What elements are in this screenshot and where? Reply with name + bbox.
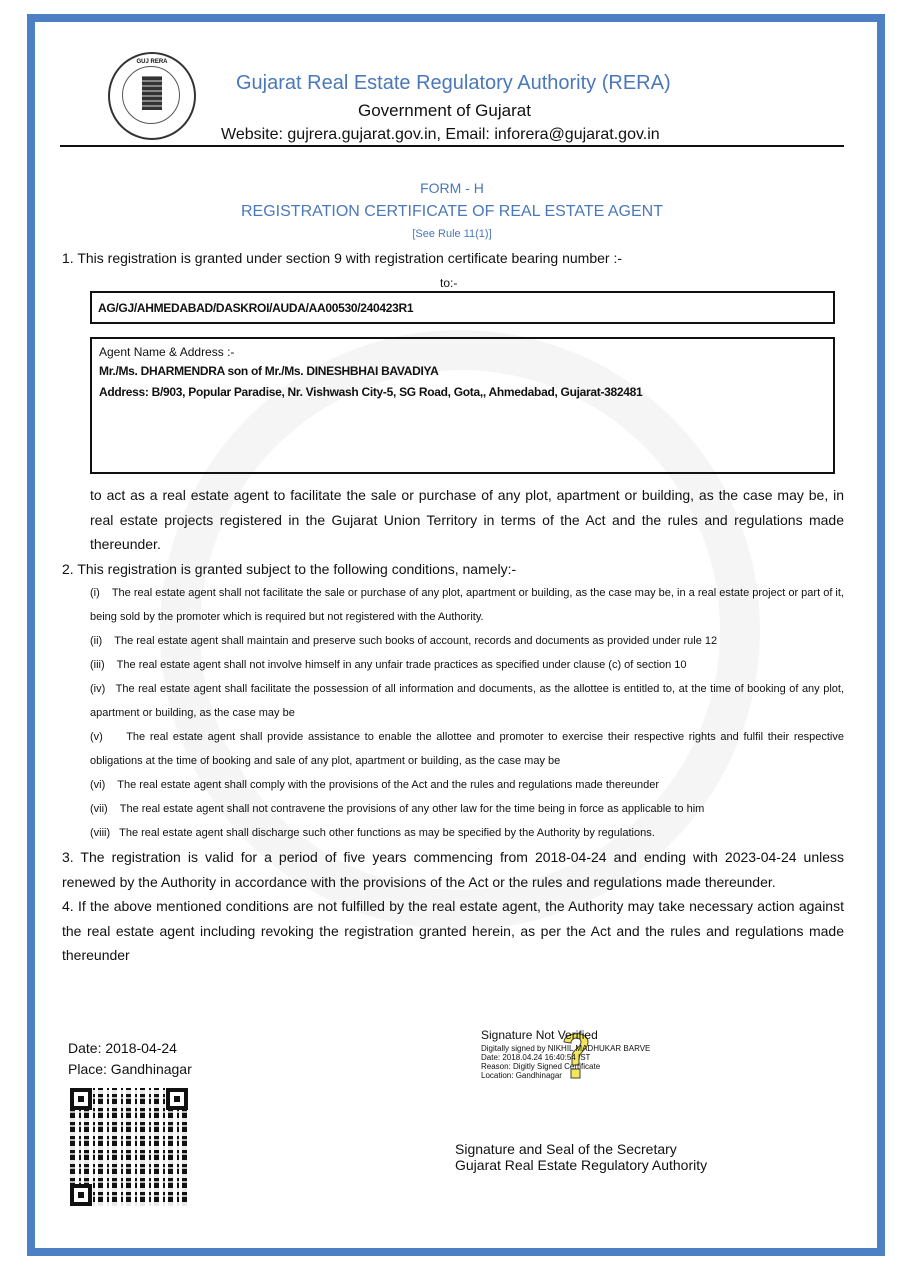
to-label: to:-: [440, 276, 458, 290]
signature-reason: Reason: Digitly Signed Certificate: [481, 1062, 601, 1071]
agent-address: Address: B/903, Popular Paradise, Nr. Vishwash City-5, SG Road, Gota,, Ahmedabad, Gujarat-382481: [99, 385, 643, 399]
signature-status: Signature Not Verified: [481, 1028, 598, 1042]
condition-item: (iv) The real estate agent shall facilitate the possession of all information and documents, as the allottee is entitled to, at the time of booking of any plot, apartment or building, as the case may be: [90, 683, 848, 719]
purpose-text: to act as a real estate agent to facilitate the sale or purchase of any plot, apartment or building, as the case may be, in real estate projects registered in the Gujarat Union Territory in terms of the Act and the rules and regulations made thereunder.: [90, 487, 844, 552]
seal-block: [455, 1141, 707, 1173]
signed-by: Digitally signed by NIKHIL MADHUKAR BARVE: [481, 1044, 651, 1053]
registration-number-box: [90, 291, 835, 324]
rera-logo: [108, 52, 196, 140]
issue-place: Place: Gandhinagar: [68, 1061, 192, 1077]
signature-location: Location: Gandhinagar: [481, 1071, 562, 1080]
digital-signature: [481, 1028, 650, 1080]
seal-line-1: Signature and Seal of the Secretary: [455, 1141, 677, 1157]
condition-item: (vii) The real estate agent shall not contravene the provisions of any other law for the time being in force as applicable to him: [90, 803, 705, 815]
condition-item: (v) The real estate agent shall provide assistance to enable the allottee and promoter to exercise their respective rights and fulfil their respective obligations at the time of booking and sale of any plot, apartment or building, as the case may be: [90, 731, 848, 767]
para-3: 3. The registration is valid for a period of five years commencing from 2018-04-24 and ending with 2023-04-24 unless renewed by the Authority in accordance with the provisions of the Act or the rules and regulations made thereunder.: [62, 849, 844, 890]
agent-label: Agent Name & Address :-: [99, 345, 235, 359]
seal-line-2: Gujarat Real Estate Regulatory Authority: [455, 1157, 708, 1173]
para-1: 1. This registration is granted under section 9 with registration certificate bearing number :-: [62, 250, 623, 266]
agent-name: Mr./Ms. DHARMENDRA son of Mr./Ms. DINESHBHAI BAVADIYA: [99, 364, 439, 378]
condition-item: (iii) The real estate agent shall not involve himself in any unfair trade practices as specified under clause (c) of section 10: [90, 659, 687, 671]
government-name: Government of Gujarat: [358, 101, 531, 120]
form-rule: [See Rule 11(1)]: [412, 228, 492, 240]
qr-code: [70, 1088, 188, 1206]
para-4: 4. If the above mentioned conditions are not fulfilled by the real estate agent, the Authority may take necessary action against the real estate agent including revoking the registration granted herein, as per the Act and the rules and regulations made thereunder: [62, 898, 844, 963]
header-divider: [60, 145, 844, 147]
contact-line: Website: gujrera.gujarat.gov.in, Email: inforera@gujarat.gov.in: [221, 126, 660, 143]
condition-item: (viii) The real estate agent shall discharge such other functions as may be specified by the Authority by regulations.: [90, 827, 655, 839]
condition-item: (i) The real estate agent shall not facilitate the sale or purchase of any plot, apartment or building, as the case may be, in a real estate project or part of it, being sold by the promoter which is required but not registered with the Authority.: [90, 587, 848, 623]
para-2: 2. This registration is granted subject to the following conditions, namely:-: [62, 560, 517, 577]
form-title: REGISTRATION CERTIFICATE OF REAL ESTATE AGENT: [241, 203, 663, 220]
certificate-body: [62, 483, 848, 968]
authority-title: Gujarat Real Estate Regulatory Authority (RERA): [236, 72, 671, 94]
condition-item: (ii) The real estate agent shall maintain and preserve such books of account, records and documents as provided under rule 12: [90, 635, 718, 647]
registration-number: AG/GJ/AHMEDABAD/DASKROI/AUDA/AA00530/240423R1: [98, 301, 414, 315]
condition-item: (vi) The real estate agent shall comply with the provisions of the Act and the rules and regulations made thereunder: [90, 779, 660, 791]
logo-text: GUJ RERA: [136, 59, 168, 65]
form-name: FORM - H: [420, 180, 484, 196]
agent-box: [90, 337, 835, 474]
conditions-list: [90, 581, 848, 845]
issue-date: Date: 2018-04-24: [68, 1040, 177, 1056]
signature-date: Date: 2018.04.24 16:40:54 IST: [481, 1053, 591, 1062]
